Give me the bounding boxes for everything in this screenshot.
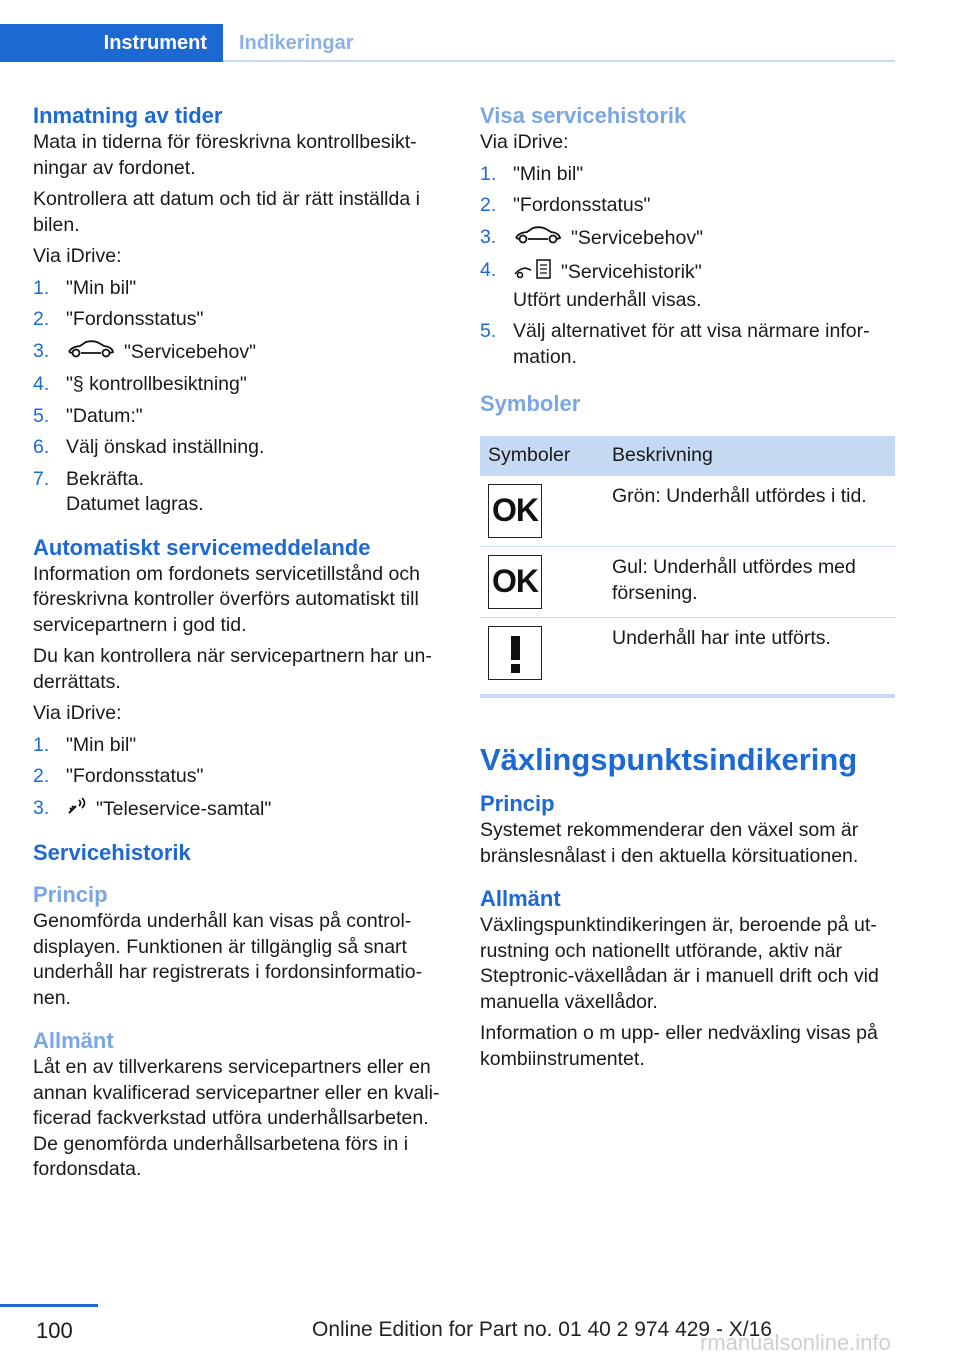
list-item xyxy=(33,733,448,759)
via-idrive-label: Via iDrive: xyxy=(480,131,569,153)
list-item xyxy=(33,467,448,518)
list-item xyxy=(33,796,448,824)
paragraph: Information o m upp- eller nedväxling visas på kombiinstrumentet. xyxy=(480,1022,878,1070)
list-item xyxy=(33,307,448,333)
list-item xyxy=(480,319,895,370)
step-text: "Fordonsstatus" xyxy=(513,194,651,216)
table-header-row xyxy=(480,436,895,476)
table-cell: Underhåll har inte utförts. xyxy=(612,627,831,649)
step-number: 3. xyxy=(33,796,50,819)
step-number: 4. xyxy=(480,259,497,281)
list-item xyxy=(480,225,895,253)
ok-green-symbol-icon: OK xyxy=(488,484,542,538)
paragraph: Systemet rekommenderar den växel som är bränslesnålast i den aktuella körsituationen. xyxy=(480,819,859,867)
list-item xyxy=(480,258,895,313)
heading-vaxlingspunktsindikering: Växlingspunktsindikering xyxy=(480,742,858,777)
heading-inmatning: Inmatning av tider xyxy=(33,103,223,128)
step-number: 1. xyxy=(480,162,497,185)
page-number: 100 xyxy=(36,1318,73,1343)
step-number: 2. xyxy=(33,765,50,787)
step-text: Bekräfta. xyxy=(66,467,145,490)
paragraph: Mata in tiderna för föreskrivna kontrollbesikt-ningar av fordonet. xyxy=(33,131,417,179)
symbols-table xyxy=(480,436,895,688)
heading-automatiskt: Automatiskt servicemeddelande xyxy=(33,534,371,560)
list-item xyxy=(33,339,448,367)
step-text: "Teleservice-samtal" xyxy=(96,797,272,820)
paragraph: Låt en av tillverkarens servicepartners eller en annan kvalificerad servicepartner eller en kvali-ficerad fackverkstad utföra underhållsarbeten. De genomförda underhållsarbetena förs in i fordonsdata. xyxy=(33,1056,440,1180)
list-item xyxy=(33,404,448,430)
edition-text: Online Edition for Part no. 01 40 2 974 429 - X/16 xyxy=(312,1318,772,1341)
table-cell xyxy=(480,618,604,689)
list-item xyxy=(480,162,895,188)
step-number: 6. xyxy=(33,436,50,458)
step-number: 4. xyxy=(33,373,50,395)
list-item xyxy=(33,372,448,398)
table-row xyxy=(480,547,895,618)
step-number: 3. xyxy=(480,225,497,248)
table-cell xyxy=(480,547,604,618)
exclamation-symbol-icon xyxy=(488,626,542,680)
step-text: "Datum:" xyxy=(66,404,143,427)
table-header-cell: Symboler xyxy=(480,436,604,476)
via-idrive-label: Via iDrive: xyxy=(33,245,122,267)
header-tabbar xyxy=(0,24,895,62)
heading-symboler: Symboler xyxy=(480,391,581,416)
list-item xyxy=(33,435,448,461)
step-subtext: Datumet lagras. xyxy=(66,493,204,515)
footer-accent-line xyxy=(0,1304,98,1307)
right-column xyxy=(480,102,895,1078)
steps-list xyxy=(480,162,895,371)
list-item xyxy=(33,276,448,302)
step-number: 2. xyxy=(480,194,497,216)
via-idrive-label: Via iDrive: xyxy=(33,702,122,724)
heading-allmant: Allmänt xyxy=(480,886,561,911)
step-number: 2. xyxy=(33,308,50,330)
heading-allmant: Allmänt xyxy=(33,1028,114,1053)
table-row xyxy=(480,476,895,547)
step-number: 1. xyxy=(33,276,50,299)
step-number: 3. xyxy=(33,339,50,362)
paragraph: Växlingspunktindikeringen är, beroende på ut-rustning och nationellt utförande, aktiv när Steptronic-växellådan är i manuell drift och vid manuella växellådor. xyxy=(480,914,879,1013)
step-text: "Servicebehov" xyxy=(124,340,256,363)
step-number: 7. xyxy=(33,467,50,490)
car-service-icon xyxy=(513,225,563,253)
service-history-icon xyxy=(513,258,553,288)
watermark: rmanualsonline.info xyxy=(700,1330,891,1355)
paragraph: Kontrollera att datum och tid är rätt inställda i bilen. xyxy=(33,188,420,236)
table-cell: Grön: Underhåll utfördes i tid. xyxy=(604,476,895,547)
ok-yellow-symbol-icon: OK xyxy=(488,555,542,609)
list-item xyxy=(33,764,448,790)
heading-princip: Princip xyxy=(480,791,555,816)
table-row xyxy=(480,618,895,689)
left-column xyxy=(33,102,448,1189)
step-text: "Min bil" xyxy=(66,733,137,756)
table-header-cell: Beskrivning xyxy=(604,436,895,476)
step-text: "Servicehistorik" xyxy=(561,260,702,283)
step-number: 5. xyxy=(480,320,497,342)
car-service-icon xyxy=(66,339,116,367)
heading-visa-servicehistorik: Visa servicehistorik xyxy=(480,103,687,128)
step-text: "Fordonsstatus" xyxy=(66,765,204,787)
tab-underline xyxy=(223,60,895,62)
step-text: Välj önskad inställning. xyxy=(66,436,265,458)
step-number: 1. xyxy=(33,733,50,756)
step-text: "Fordonsstatus" xyxy=(66,308,204,330)
heading-princip: Princip xyxy=(33,882,108,907)
list-item xyxy=(480,193,895,219)
heading-servicehistorik: Servicehistorik xyxy=(33,840,191,865)
step-text: "§ kontrollbesiktning" xyxy=(66,373,247,395)
table-bottom-rule xyxy=(480,694,895,698)
step-text: "Min bil" xyxy=(513,162,584,185)
steps-list xyxy=(33,276,448,518)
step-text: "Servicebehov" xyxy=(571,226,703,249)
table-cell: Gul: Underhåll utfördes med försening. xyxy=(604,547,895,618)
paragraph: Information om fordonets servicetillstånd och föreskrivna kontroller överförs automatiskt till servicepartnern i god tid. xyxy=(33,562,420,636)
step-number: 5. xyxy=(33,404,50,427)
tab-instrument[interactable]: Instrument xyxy=(0,24,223,62)
step-text: Välj alternativet för att visa närmare infor-mation. xyxy=(513,320,870,368)
phone-signal-icon xyxy=(66,796,88,824)
steps-list xyxy=(33,733,448,824)
step-text: "Min bil" xyxy=(66,276,137,299)
table-cell xyxy=(480,476,604,547)
step-subtext: Utfört underhåll visas. xyxy=(513,288,702,311)
paragraph: Genomförda underhåll kan visas på control-displayen. Funktionen är tillgänglig så snart underhåll har registrerats i fordonsinformatio-nen. xyxy=(33,910,423,1009)
paragraph: Du kan kontrollera när servicepartnern har un-derrättats. xyxy=(33,645,432,693)
tab-indikeringar[interactable]: Indikeringar xyxy=(239,32,354,54)
